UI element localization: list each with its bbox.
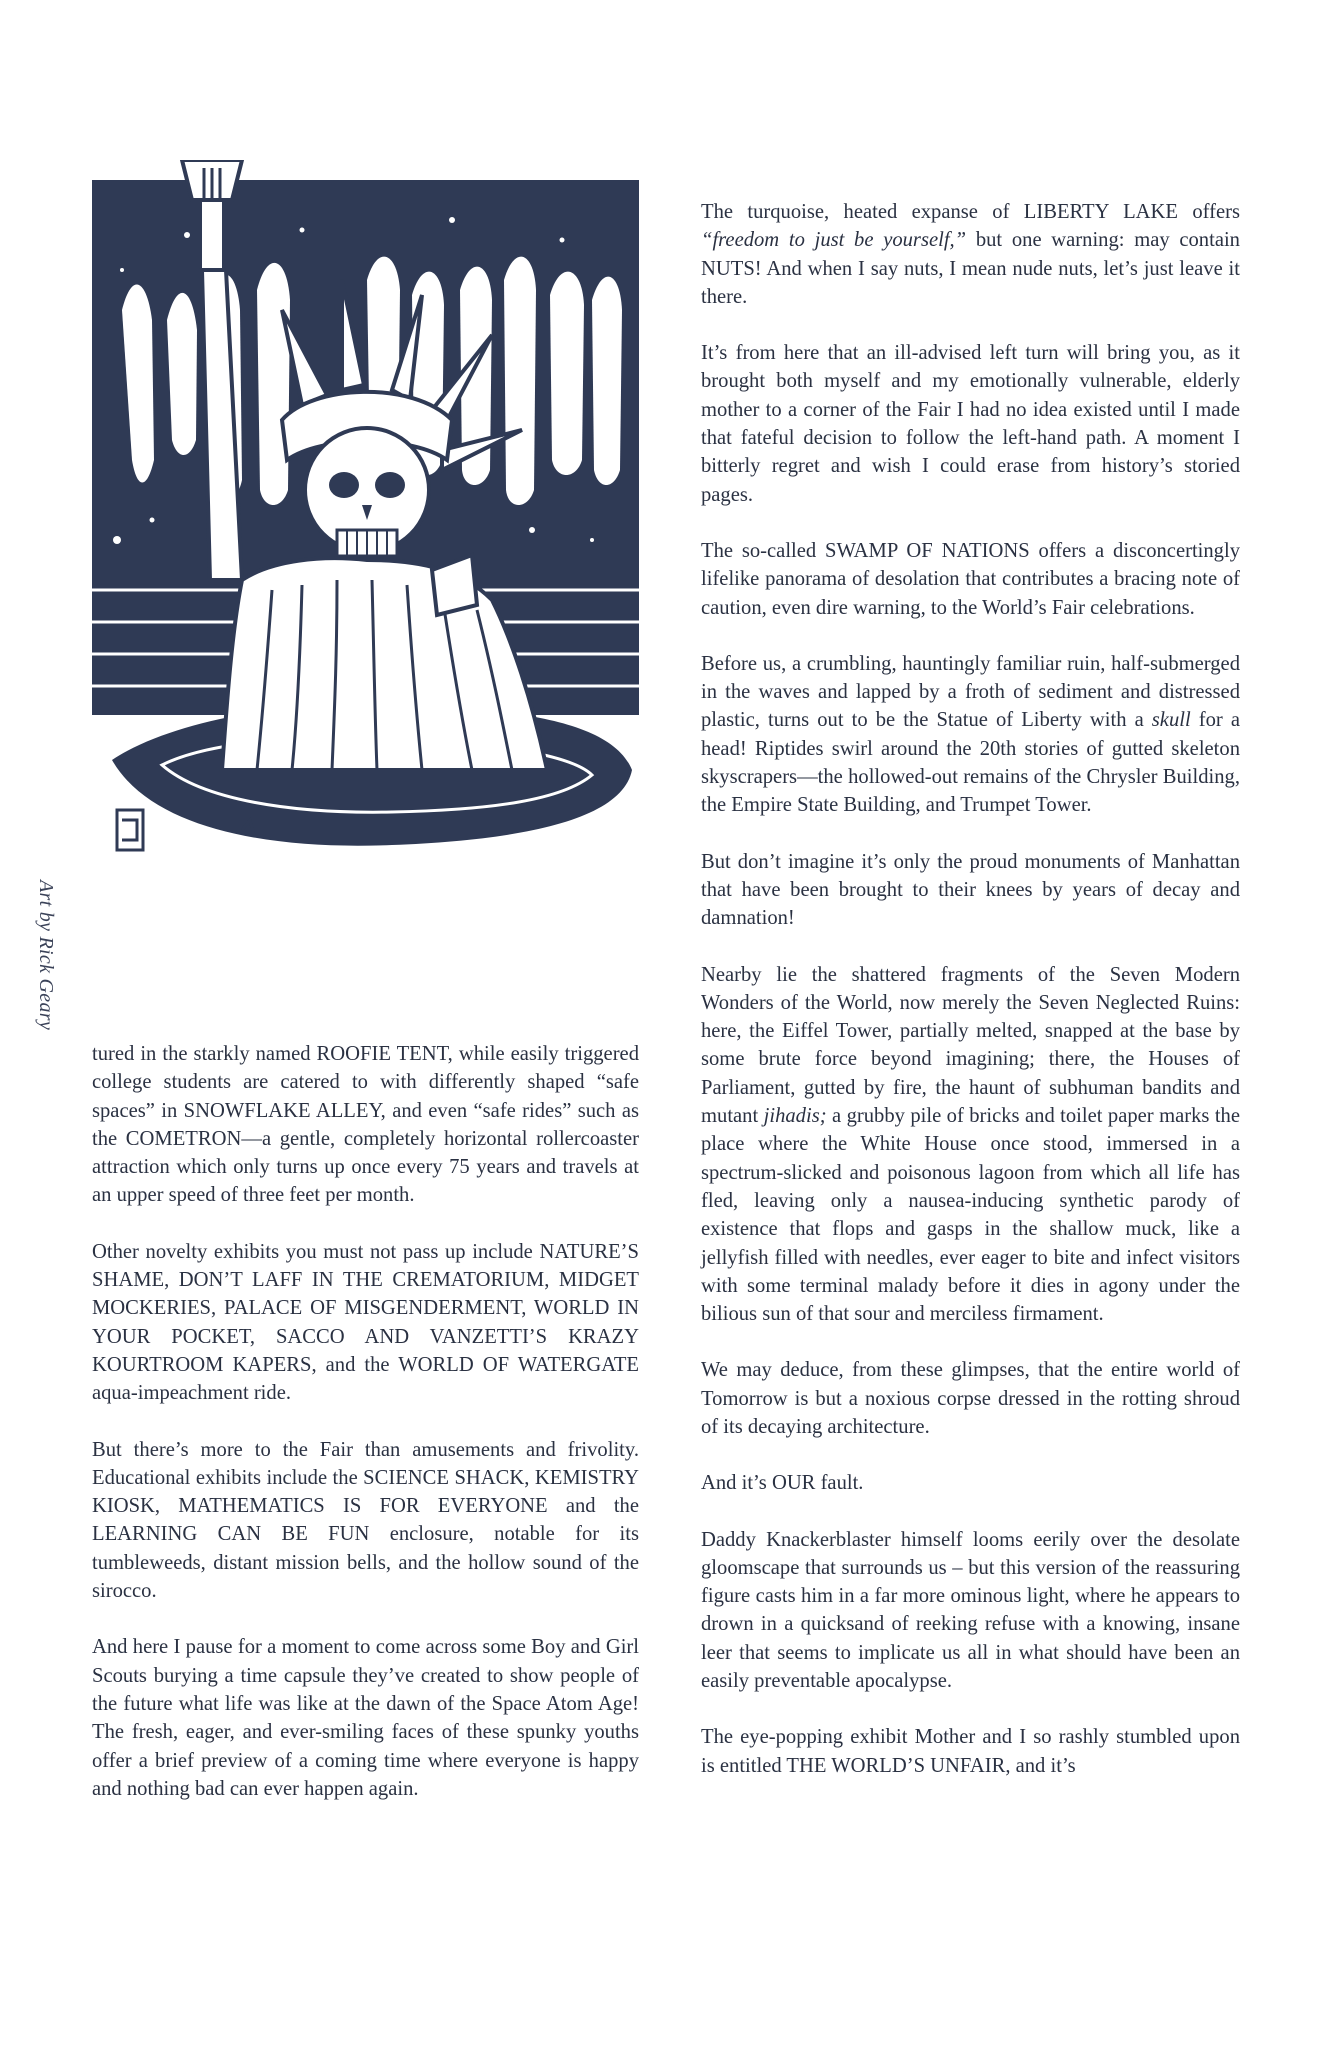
- paragraph: But don’t imagine it’s only the proud monuments of Manhattan that have been brought to their knees by years of decay and damnation!: [701, 850, 1240, 930]
- paragraph: The so-called SWAMP OF NATIONS offers a disconcertingly lifelike panorama of desolation that contributes a bracing note of caution, even dire warning, to the World’s Fair celebrations.: [701, 539, 1240, 619]
- paragraph: The eye-popping exhibit Mother and I so rashly stumbled upon is entitled THE WORLD’S UNFAIR, and it’s: [701, 1726, 1240, 1777]
- paragraph: The turquoise, heated expanse of LIBERTY LAKE offers “freedom to just be yourself,” but one warning: may contain NUTS! And when I say nuts, I mean nude nuts, let’s just leave it there.: [701, 201, 1240, 308]
- paragraph: But there’s more to the Fair than amusements and frivolity. Educational exhibits include the SCIENCE SHACK, KEMISTRY KIOSK, MATHEMATICS IS FOR EVERYONE and the LEARNING CAN BE FUN enclosure, notable for its tumbleweeds, distant mission bells, and the hollow sound of the sirocco.: [92, 1438, 639, 1603]
- left-column: [92, 1040, 639, 1831]
- emphasis: “freedom to just be yourself,”: [701, 229, 967, 252]
- paragraph: tured in the starkly named ROOFIE TENT, while easily triggered college students are catered to with differently shaped “safe spaces” in SNOWFLAKE ALLEY, and even “safe rides” such as the COMETRON—a gentle, completely horizontal rollercoaster attraction which only turns up once every 75 years and travels at an upper speed of three feet per month.: [92, 1043, 639, 1207]
- paragraph: Before us, a crumbling, hauntingly familiar ruin, half-submerged in the waves and lapped by a froth of sediment and distressed plastic, turns out to be the Statue of Liberty with a skull for a head! Riptides swirl around the 20th stories of gutted skeleton skyscrapers—the hollowed-out remains of the Chrysler Building, the Empire State Building, and Trumpet Tower.: [701, 652, 1240, 817]
- right-column: [701, 198, 1240, 1808]
- signature-monogram-icon: [117, 810, 143, 850]
- skull-statue-of-liberty-illustration: [92, 160, 639, 1015]
- paragraph: It’s from here that an ill-advised left turn will bring you, as it brought both myself and my emotionally vulnerable, elderly mother to a corner of the Fair I had no idea existed until I made that fateful decision to follow the left-hand path. A moment I bitterly regret and wish I could erase from history’s storied pages.: [701, 342, 1240, 506]
- art-credit: Art by Rick Geary: [35, 880, 57, 1031]
- paragraph: Nearby lie the shattered fragments of the Seven Modern Wonders of the World, now merely the Seven Neglected Ruins: here, the Eiffel Tower, partially melted, snapped at the base by some brute force beyond imagining; there, the Houses of Parliament, gutted by fire, the haunt of subhuman bandits and mutant jihadis; a grubby pile of bricks and toilet paper marks the place where the White House once stood, immersed in a spectrum-slicked and poisonous lagoon from which all life has fled, leaving only a nausea-inducing synthetic parody of existence that flops and gasps in the shallow muck, like a jellyfish filled with needles, ever eager to bite and infect visitors with some terminal malady before it dies in agony under the bilious sun of that sour and merciless firmament.: [701, 963, 1240, 1326]
- paragraph: And here I pause for a moment to come across some Boy and Girl Scouts burying a time capsule they’ve created to show people of the future what life was like at the dawn of the Space Atom Age! The fresh, eager, and ever-smiling faces of these spunky youths offer a brief preview of a coming time where everyone is happy and nothing bad can ever happen again.: [92, 1636, 639, 1800]
- paragraph: Other novelty exhibits you must not pass up include NATURE’S SHAME, DON’T LAFF IN THE CREMATORIUM, MIDGET MOCKERIES, PALACE OF MISGENDERMENT, WORLD IN YOUR POCKET, SACCO AND VANZETTI’S KRAZY KOURTROOM KAPERS, and the WORLD OF WATERGATE aqua-impeachment ride.: [92, 1240, 639, 1405]
- emphasis: jihadis;: [763, 1105, 827, 1128]
- paragraph: Daddy Knackerblaster himself looms eerily over the desolate gloomscape that surrounds us – but this version of the reassuring figure casts him in a far more ominous light, where he appears to drown in a quicksand of reeking refuse with a knowing, insane leer that seems to implicate us all in what should have been an easily preventable apocalypse.: [701, 1528, 1240, 1693]
- emphasis: skull: [1151, 709, 1191, 732]
- paragraph: We may deduce, from these glimpses, that the entire world of Tomorrow is but a noxious corpse dressed in the rotting shroud of its decaying architecture.: [701, 1359, 1240, 1438]
- paragraph: And it’s OUR fault.: [701, 1472, 864, 1495]
